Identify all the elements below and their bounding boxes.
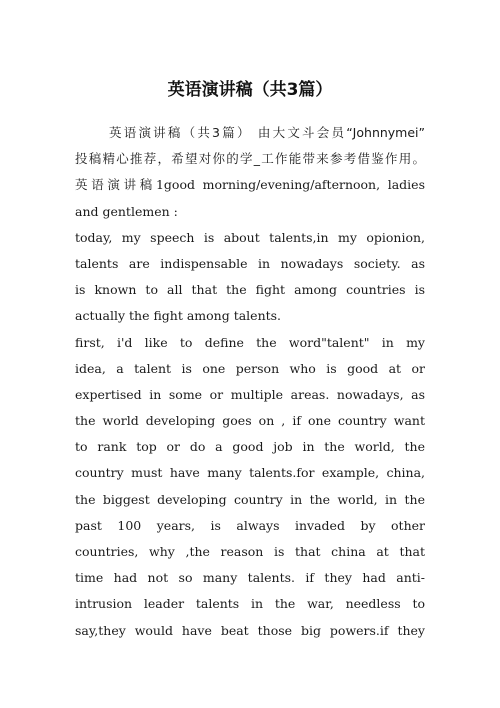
- text-line: 投稿精心推荐，希望对你的学_工作能带来参考借鉴作用。: [75, 151, 425, 167]
- text-line: to rank top or do a good job in the world, the: [75, 439, 425, 455]
- text-line: the biggest developing country in the world, in the: [75, 491, 425, 507]
- text-line: expertised in some or multiple areas. nowadays, as: [75, 386, 425, 402]
- text-line: intrusion leader talents in the war, needless to: [75, 596, 425, 612]
- text-line: and gentlemen :: [75, 203, 178, 219]
- document-title: 英语演讲稿（共3篇）: [167, 80, 333, 100]
- text-line: say,they would have beat those big powers.if they: [75, 622, 425, 638]
- text-line: time had not so many talents. if they had anti-: [75, 570, 425, 586]
- text-line: idea, a talent is one person who is good at or: [75, 360, 425, 376]
- text-line: 英语演讲稿（共3篇） 由大文斗会员“Johnnymei”: [109, 125, 425, 140]
- text-line: first, i'd like to define the word"talent" in my: [75, 334, 425, 350]
- text-line: 英语演讲稿1good morning/evening/afternoon, ladies: [75, 177, 425, 193]
- text-line: is known to all that the fight among countries is: [75, 282, 425, 298]
- text-line: country must have many talents.for example, china,: [75, 465, 425, 481]
- text-line: the world developing goes on , if one country want: [75, 413, 425, 429]
- text-line: today, my speech is about talents,in my opionion,: [75, 229, 425, 245]
- document-body: [75, 123, 425, 647]
- text-line: countries, why ,the reason is that china at that: [75, 544, 425, 559]
- text-line: past 100 years, is always invaded by other: [75, 517, 425, 533]
- text-line: actually the fight among talents.: [75, 308, 282, 324]
- text-line: talents are indispensable in nowadays society. as: [75, 255, 425, 271]
